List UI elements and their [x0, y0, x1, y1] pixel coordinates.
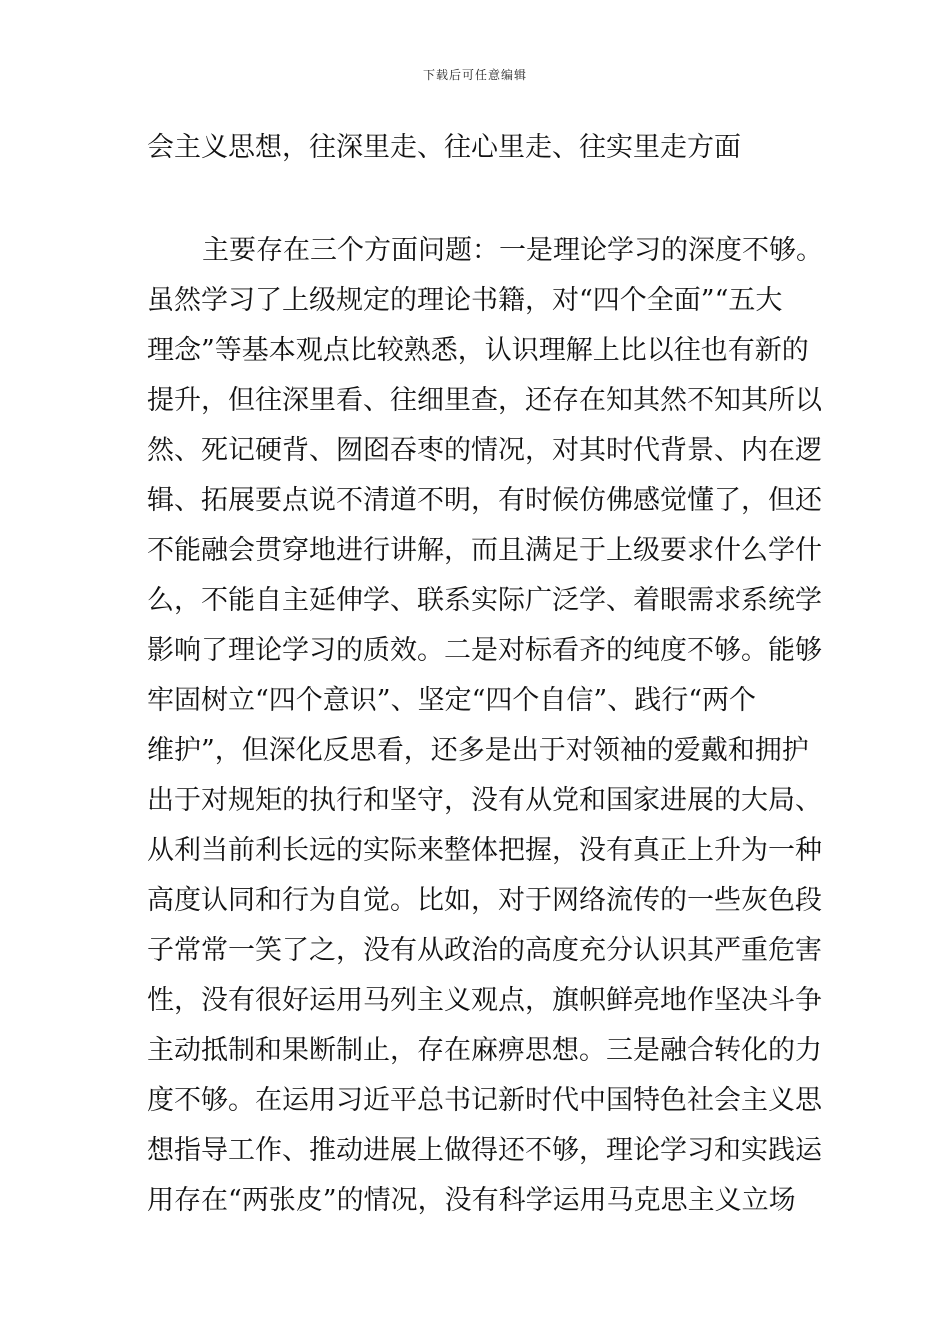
text-line: 主动抵制和果断制止，存在麻痹思想。三是融合转化的力: [147, 1035, 822, 1066]
text-line: 性，没有很好运用马列主义观点，旗帜鲜亮地作坚决斗争: [147, 985, 822, 1016]
text-line: 想指导工作、推动进展上做得还不够，理论学习和实践运: [147, 1135, 822, 1166]
continued-text-line: 会主义思想，往深里走、往心里走、往实里走方面: [147, 132, 741, 163]
text-line: 么，不能自主延伸学、联系实际广泛学、着眼需求系统学: [147, 585, 822, 616]
text-line: 维护”，但深化反思看，还多是出于对领袖的爱戴和拥护: [147, 735, 809, 766]
text-line: 不能融会贯穿地进行讲解，而且满足于上级要求什么学什: [147, 535, 822, 566]
text-line: 然、死记硬背、囫囵吞枣的情况，对其时代背景、内在逻: [147, 435, 822, 466]
text-line: 辑、拓展要点说不清道不明，有时候仿佛感觉懂了，但还: [147, 485, 822, 516]
text-line: 理念”等基本观点比较熟悉，认识理解上比以往也有新的: [147, 335, 809, 366]
text-line: 牢固树立“四个意识”、坚定“四个自信”、践行“两个: [147, 685, 757, 716]
body-paragraph: [147, 226, 827, 1226]
text-line: 高度认同和行为自觉。比如，对于网络流传的一些灰色段: [147, 885, 822, 916]
text-line: 主要存在三个方面问题：一是理论学习的深度不够。: [202, 235, 823, 266]
text-line: 提升，但往深里看、往细里查，还存在知其然不知其所以: [147, 385, 822, 416]
text-line: 虽然学习了上级规定的理论书籍，对“四个全面”“五大: [147, 285, 783, 316]
text-line: 从利当前利长远的实际来整体把握，没有真正上升为一种: [147, 835, 822, 866]
text-line: 用存在“两张皮”的情况，没有科学运用马克思主义立场: [147, 1185, 796, 1216]
text-line: 子常常一笑了之，没有从政治的高度充分认识其严重危害: [147, 935, 822, 966]
text-line: 度不够。在运用习近平总书记新时代中国特色社会主义思: [147, 1085, 822, 1116]
page-header: 下载后可任意编辑: [422, 68, 527, 82]
text-line: 影响了理论学习的质效。二是对标看齐的纯度不够。能够: [147, 635, 822, 666]
text-line: 出于对规矩的执行和坚守，没有从党和国家进展的大局、: [147, 785, 822, 816]
